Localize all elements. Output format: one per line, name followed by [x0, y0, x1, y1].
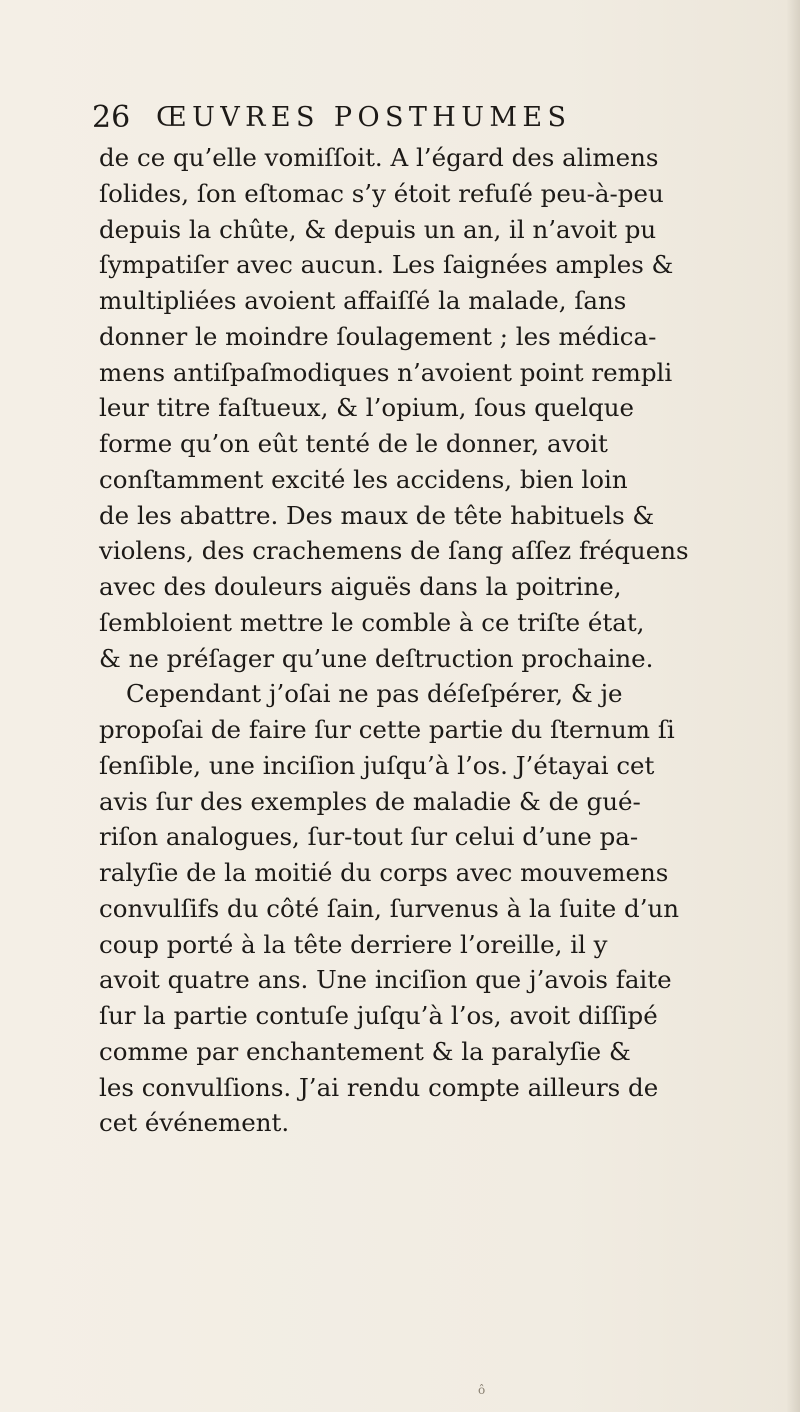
signature-mark: ô	[478, 1383, 486, 1397]
text-line: forme qu’on eût tenté de le donner, avoit	[99, 429, 608, 458]
text-line: donner le moindre ſoulagement ; les médica-	[99, 321, 657, 351]
text-line: propoſai de faire ſur cette partie du ſternum ſi	[99, 715, 675, 744]
text-line: convulſifs du côté ſain, ſurvenus à la ſuite d’un	[99, 893, 680, 923]
text-line: riſon analogues, ſur-tout ſur celui d’une pa-	[99, 822, 639, 852]
text-line: ralyſie de la moitié du corps avec mouvemens	[99, 858, 669, 887]
text-line: avis ſur des exemples de maladie & de gué-	[99, 786, 641, 816]
text-line: de ce qu’elle vomiſſoit. A l’égard des alimens	[99, 143, 659, 172]
text-line: cet événement.	[99, 1108, 290, 1138]
running-head	[92, 98, 782, 138]
text-line: & ne préſager qu’une deſtruction prochaine.	[99, 643, 654, 673]
text-line: coup porté à la tête derriere l’oreille, il y	[99, 929, 608, 959]
paragraph-start-line: Cependant j’oſai ne pas déſeſpérer, & je	[126, 679, 623, 709]
text-line: multipliées avoient affaiſſé la malade, ſans	[99, 286, 627, 315]
page-number: 26	[92, 100, 131, 135]
text-line: leur titre faſtueux, & l’opium, ſous quelque	[99, 393, 634, 423]
text-line: violens, des crachemens de ſang aſſez fréquens	[99, 536, 689, 566]
text-line: de les abattre. Des maux de tête habituels &	[99, 500, 655, 530]
text-line: ſolides, ſon eſtomac s’y étoit refuſé peu-à-peu	[99, 178, 664, 208]
text-line: depuis la chûte, & depuis un an, il n’avoit pu	[99, 214, 657, 244]
text-line: ſenſible, une inciſion juſqu’à l’os. J’étayai cet	[99, 750, 655, 780]
text-line: avec des douleurs aiguës dans la poitrine,	[99, 572, 622, 601]
text-line: ſympatiſer avec aucun. Les ſaignées amples &	[99, 250, 674, 280]
text-line: mens antiſpaſmodiques n’avoient point rempli	[99, 357, 673, 387]
text-line: les convulſions. J’ai rendu compte ailleurs de	[99, 1072, 659, 1102]
body-text	[99, 140, 789, 1141]
text-line: comme par enchantement & la paralyſie &	[99, 1036, 631, 1066]
text-line: conſtamment excité les accidens, bien loin	[99, 464, 628, 494]
text-line: ſembloient mettre le comble à ce triſte état,	[99, 607, 645, 637]
running-title: ŒUVRES POSTHUMES	[156, 102, 572, 133]
text-line: avoit quatre ans. Une inciſion que j’avois faite	[99, 965, 672, 995]
text-line: ſur la partie contuſe juſqu’à l’os, avoit diſſipé	[99, 1001, 658, 1030]
